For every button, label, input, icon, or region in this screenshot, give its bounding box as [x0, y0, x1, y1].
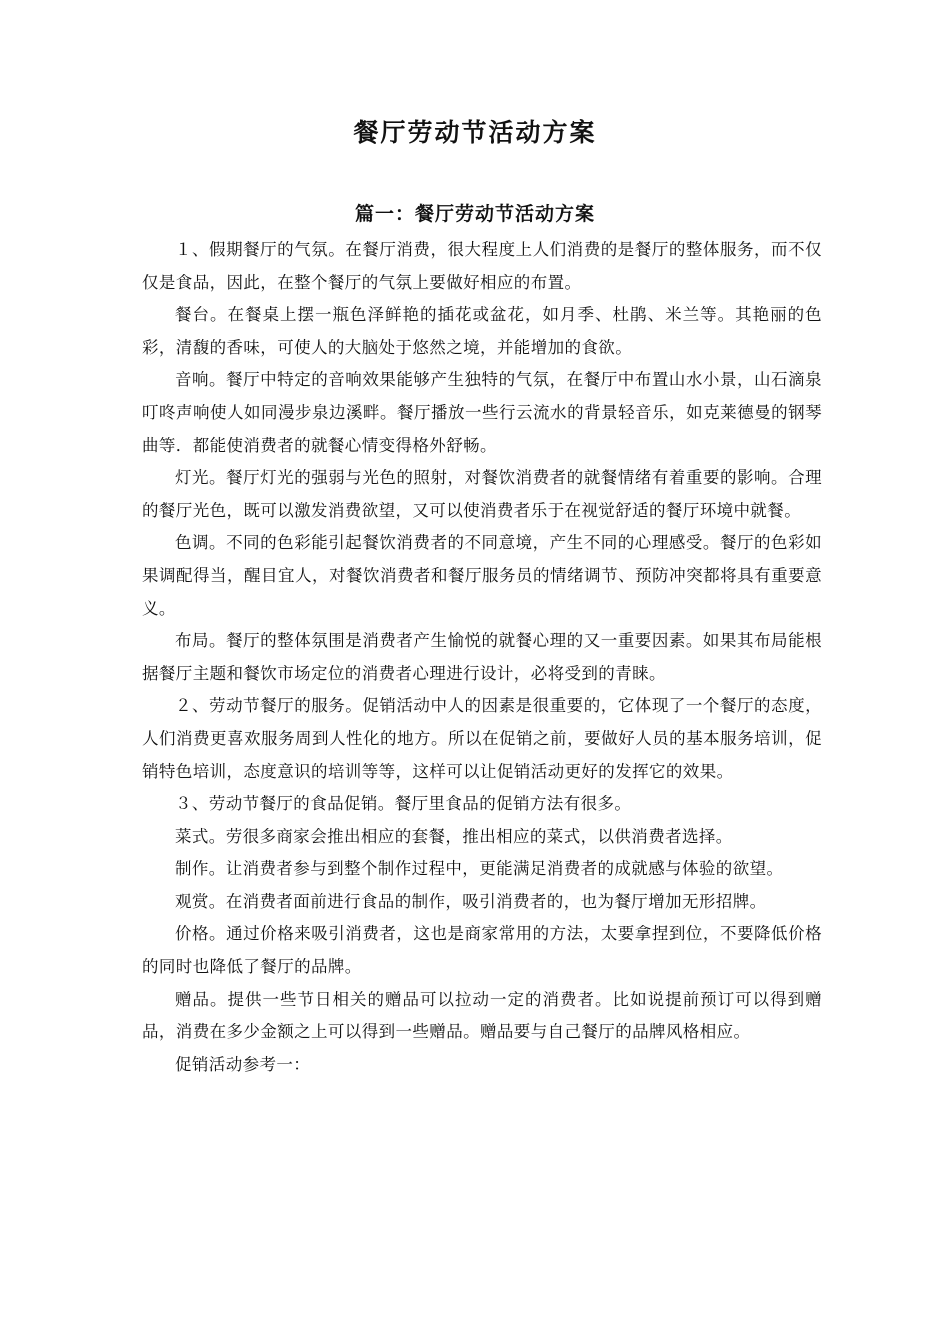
paragraph-sound: 音响。餐厅中特定的音响效果能够产生独特的气氛，在餐厅中布置山水小景，山石滴泉叮咚声响使人如同漫步泉边溪畔。餐厅播放一些行云流水的背景轻音乐，如克莱德曼的钢琴曲等．都能使消费者的就餐心情变得格外舒畅。 — [142, 370, 822, 455]
document-body — [142, 234, 822, 1081]
paragraph-price: 价格。通过价格来吸引消费者，这也是商家常用的方法，太要拿捏到位，不要降低价格的同时也降低了餐厅的品牌。 — [142, 924, 822, 977]
paragraph-gifts: 赠品。提供一些节日相关的赠品可以拉动一定的消费者。比如说提前预订可以得到赠品，消费在多少金额之上可以得到一些赠品。赠品要与自己餐厅的品牌风格相应。 — [142, 989, 822, 1042]
document-title: 餐厅劳动节活动方案 — [353, 118, 597, 147]
paragraph-lighting: 灯光。餐厅灯光的强弱与光色的照射，对餐饮消费者的就餐情绪有着重要的影响。合理的餐厅光色，既可以激发消费欲望，又可以使消费者乐于在视觉舒适的餐厅环境中就餐。 — [142, 468, 822, 520]
paragraph-dishes: 菜式。劳很多商家会推出相应的套餐，推出相应的菜式，以供消费者选择。 — [175, 826, 733, 846]
paragraph-service: ２、劳动节餐厅的服务。促销活动中人的因素是很重要的，它体现了一个餐厅的态度，人们消费更喜欢服务周到人性化的地方。所以在促销之前，要做好人员的基本服务培训，促销特色培训，态度意识的培训等等，这样可以让促销活动更好的发挥它的效果。 — [142, 696, 822, 781]
paragraph-table: 餐台。在餐桌上摆一瓶色泽鲜艳的插花或盆花，如月季、杜鹃、米兰等。其艳丽的色彩，清馥的香味，可使人的大脑处于悠然之境，并能增加的食欲。 — [142, 305, 822, 357]
paragraph-production: 制作。让消费者参与到整个制作过程中，更能满足消费者的成就感与体验的欲望。 — [175, 859, 784, 879]
section-title: 篇一：餐厅劳动节活动方案 — [354, 203, 595, 225]
paragraph-food-promotion: ３、劳动节餐厅的食品促销。餐厅里食品的促销方法有很多。 — [175, 794, 632, 814]
paragraph-layout: 布局。餐厅的整体氛围是消费者产生愉悦的就餐心理的又一重要因素。如果其布局能根据餐厅主题和餐饮市场定位的消费者心理进行设计，必将受到的青睐。 — [142, 631, 822, 683]
paragraph-color: 色调。不同的色彩能引起餐饮消费者的不同意境，产生不同的心理感受。餐厅的色彩如果调配得当，醒目宜人，对餐饮消费者和餐厅服务员的情绪调节、预防冲突都将具有重要意义。 — [142, 533, 822, 618]
paragraph-atmosphere: １、假期餐厅的气氛。在餐厅消费，很大程度上人们消费的是餐厅的整体服务，而不仅仅是食品，因此，在整个餐厅的气氛上要做好相应的布置。 — [142, 240, 822, 292]
paragraph-viewing: 观赏。在消费者面前进行食品的制作，吸引消费者的，也为餐厅增加无形招牌。 — [175, 891, 767, 911]
paragraph-reference-one: 促销活动参考一： — [175, 1054, 311, 1074]
